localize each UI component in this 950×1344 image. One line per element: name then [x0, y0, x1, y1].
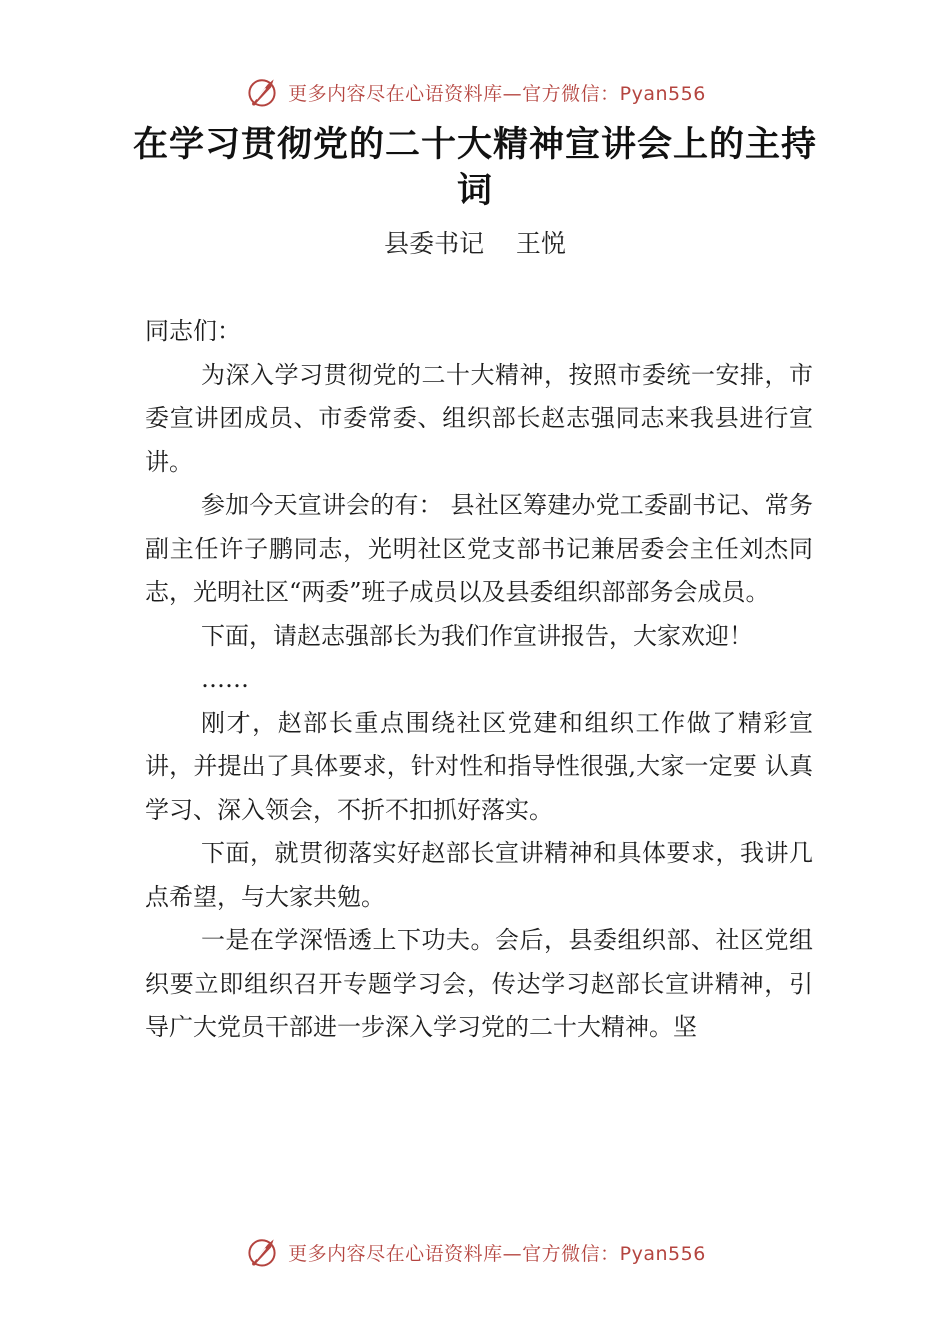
footer-watermark-banner: [0, 1232, 950, 1272]
ellipsis-separator: ……: [201, 665, 249, 693]
document-body: [145, 310, 813, 1050]
body-paragraph: 下面，请赵志强部长为我们作宣讲报告，大家欢迎！: [201, 621, 753, 650]
header-watermark-banner: [0, 72, 950, 112]
author-byline: 县委书记 王悦: [384, 229, 566, 258]
body-paragraph: 刚才，赵部长重点围绕社区党建和组织工作做了精彩宣讲，并提出了具体要求，针对性和指导性很强,大家一定要 认真学习、深入领会，不折不扣抓好落实。: [145, 708, 813, 824]
body-paragraph: 为深入学习贯彻党的二十大精神，按照市委统一安排，市委宣讲团成员、市委常委、组织部长赵志强同志来我县进行宣讲。: [145, 360, 813, 476]
body-paragraph: 下面，就贯彻落实好赵部长宣讲精神和具体要求，我讲几点希望，与大家共勉。: [145, 839, 813, 911]
footer-watermark-text: 更多内容尽在心语资料库—官方微信：Pyan556: [288, 1242, 706, 1265]
header-watermark-text: 更多内容尽在心语资料库—官方微信：Pyan556: [288, 82, 706, 105]
quill-pen-logo-icon: [244, 74, 280, 110]
body-paragraph: 一是在学深悟透上下功夫。会后，县委组织部、社区党组织要立即组织召开专题学习会，传达学习赵部长宣讲精神，引导广大党员干部进一步深入学习党的二十大精神。坚: [145, 926, 813, 1041]
salutation: 同志们：: [145, 317, 241, 345]
quill-pen-logo-icon: [244, 1234, 280, 1270]
document-title: 在学习贯彻党的二十大精神宣讲会上的主持词: [132, 124, 817, 211]
body-paragraph: 参加今天宣讲会的有： 县社区筹建办党工委副书记、常务副主任许子鹏同志，光明社区党支部书记兼居委会主任刘杰同志，光明社区“两委”班子成员以及县委组织部部务会成员。: [145, 491, 813, 606]
